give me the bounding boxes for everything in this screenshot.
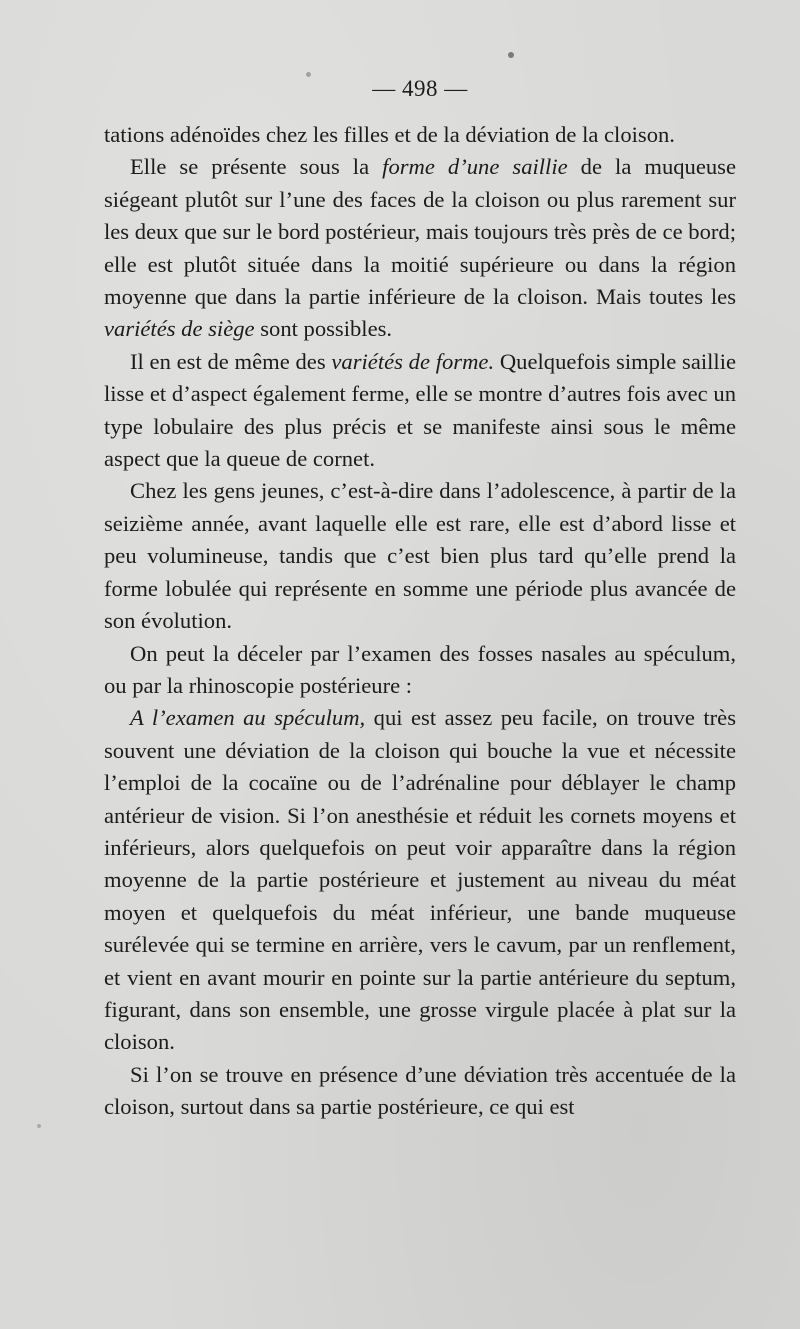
italic-phrase: variétés de forme. — [331, 348, 495, 374]
text-run: Elle se présente sous la — [130, 154, 383, 180]
text-run: On peut la déceler par l’examen des fosses nasales au spéculum, ou par la rhinoscopie postérieure : — [104, 640, 736, 698]
italic-phrase: variétés de siège — [104, 316, 255, 342]
paragraph — [104, 475, 736, 637]
text-run: qui est assez peu facile, on trouve très souvent une déviation de la cloison qui bouche la vue et nécessite l’emploi de la cocaïne ou de l’adrénaline pour déblayer le champ antérieur de vision. Si l’on anesthésie et réduit les cornets moyens et inférieurs, alors quelquefois on peut voir apparaître dans la région moyenne de la partie postérieure et justement au niveau du méat moyen et quelquefois du méat inférieur, une bande muqueuse surélevée qui se termine en arrière, vers le cavum, par un renflement, et vient en avant mourir en pointe sur la partie antérieure du septum, figurant, dans son ensemble, une grosse virgule placée à plat sur la cloison. — [104, 705, 736, 1055]
page-number: — 498 — — [372, 76, 468, 101]
paragraph — [104, 702, 736, 1058]
body-text — [104, 119, 736, 1124]
print-speck — [37, 1124, 41, 1128]
italic-phrase: forme d’une saillie — [382, 154, 568, 180]
paragraph — [104, 346, 736, 476]
text-run: Chez les gens jeunes, c’est-à-dire dans l’adolescence, à partir de la seizième année, avant laquelle elle est rare, elle est d’abord lisse et peu volumineuse, tandis que c’est bien plus tard qu’elle prend la forme lobulée qui représente en somme une période plus avancée de son évolution. — [104, 478, 736, 634]
text-run: Si l’on se trouve en présence d’une déviation très accentuée de la cloison, surtout dans sa partie postérieure, ce qui est — [104, 1061, 736, 1120]
paragraph — [104, 638, 736, 703]
italic-phrase: A l’examen au spéculum, — [130, 705, 366, 731]
text-run: Il en est de même des — [130, 348, 332, 374]
print-speck — [508, 52, 514, 58]
text-run: sont possibles. — [254, 316, 393, 342]
paragraph — [104, 119, 736, 151]
text-run: tations adénoïdes chez les filles et de la déviation de la cloison. — [104, 122, 675, 147]
text-run: Quelquefois simple saillie lisse et d’aspect également ferme, elle se montre d’autres fois avec un type lobulaire des plus précis et se manifeste ainsi sous le même aspect que la queue de cornet. — [104, 348, 736, 472]
paragraph — [104, 151, 736, 345]
text-run: de la muqueuse siégeant plutôt sur l’une des faces de la cloison ou plus rarement sur les deux que sur le bord postérieur, mais toujours très près de ce bord; elle est plutôt située dans la moitié supérieure ou dans la région moyenne que dans la partie inférieure de la cloison. Mais toutes les — [104, 154, 736, 310]
paragraph — [104, 1059, 736, 1124]
